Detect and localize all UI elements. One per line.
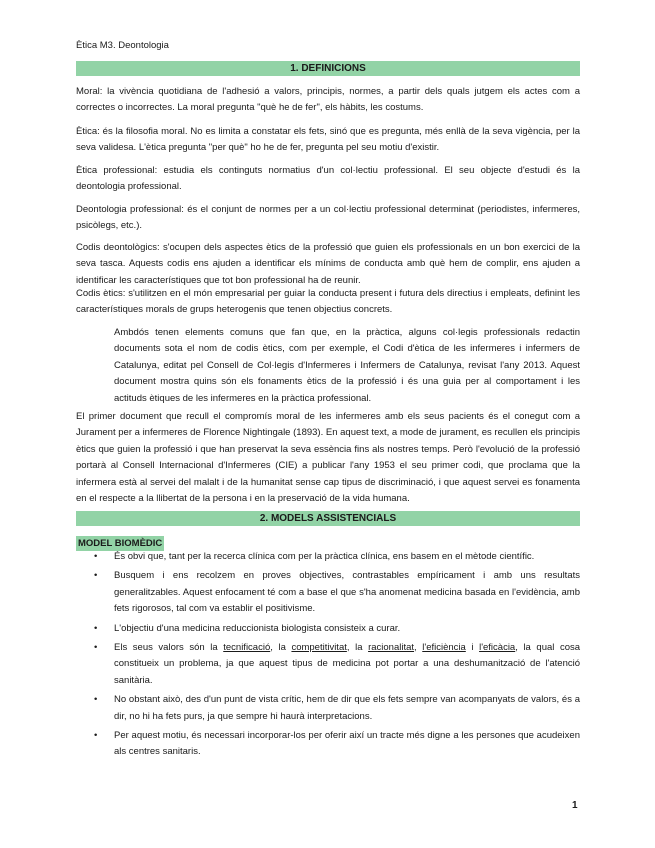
values-suffix: , la qual cosa constitueix un problema, ja que aquest tipus de medicina pot portar a una deshumanització de l'atenció sanitària. [114,642,581,686]
history-paragraph: El primer document que recull el compromís moral de les infermeres amb els seus pacients és el conegut com a Jurament per a infermeres de Florence Nightingale (1893). En aquest text, a mode de jurament, es recullen els principis ètics que guien la professió i que han preservat la seva essència fins als nostres temps. Però l'evolució de la professió portarà al Consell Internacional d'Infermeres (CIE) a publicar l'any 1953 el seu primer codi, que proclama que la infermera està al servei del malalt i de la humanitat sense cap tipus de discriminació, i que aquest servei es fonamenta en el respecte a la llibertat de la persona i en la preservació de la vida humana. [76,411,580,505]
bullet-icon: • [94,551,98,562]
list-item [76,640,580,689]
value-separator: , la [346,642,369,654]
definition-etica-professional: Ètica professional: estudia els continguts normatius d'un col·lectiu professional. El seu objecte d'estudi és la deontologia professional. [76,165,580,193]
value-term: l'eficàcia [479,642,516,654]
definition-codis-deontologics: Codis deontològics: s'ocupen dels aspectes ètics de la professió que guien els professionals en un bon exercici de la seva tasca. Aquests codis ens ajuden a identificar els mínims de conducta amb què hem de complir, ens ajuden a identificar les característiques que tot bon professional ha de reunir. [76,242,580,286]
list-item-text: Busquem i ens recolzem en proves objectives, contrastables empíricament i amb uns resultats generalitzables. Aquest enfocament té com a base el que s'ha anomenat medicina basada en l'evidència, amb fets rigorosos, tal com va establir el positivisme. [114,570,580,615]
list-item-text: No obstant això, des d'un punt de vista crític, hem de dir que els fets sempre van acompanyats de valors, és a dir, no hi ha fets purs, ja que sempre hi haurà interpretacions. [114,694,580,722]
values-prefix: Els seus valors són la [114,642,224,654]
bullet-icon: • [94,694,98,706]
value-separator: , [414,642,423,654]
bullet-icon: • [94,570,98,582]
list-item [76,692,580,725]
value-term: racionalitat [368,642,415,654]
value-separator: i [465,642,480,654]
definition-moral: Moral: la vivència quotidiana de l'adhesió a valors, principis, normes, a partir dels quals jutgem els actes com a correctes o incorrectes. La moral pregunta "què he de fer", els hàbits, les costums. [76,86,580,114]
indented-note: Ambdós tenen elements comuns que fan que, en la pràctica, alguns col·legis professionals redactin documents sota el nom de codis ètics, com per exemple, el Codi d'ètica de les infermeres i infermers de Catalunya, editat pel Consell de Col·legis d'Infermeres i Infermers de Catalunya, revisat l'any 2013. Aquest document mostra quins són els fonaments ètics de la professió i és una guia per al comportament i les actituds ètiques de les infermeres en la pràctica professional. [114,327,580,404]
model-biomedic-list [76,549,580,764]
page-number: 1 [572,800,578,811]
value-term: tecnificació [223,642,271,654]
list-item [76,549,580,565]
bullet-icon: • [94,622,98,634]
page-header: Ètica M3. Deontologia [76,40,169,51]
value-term: competitivitat [291,642,347,654]
bullet-icon: • [94,642,98,654]
definition-etica: Ètica: és la filosofia moral. No es limita a constatar els fets, sinó que es pregunta, més enllà de la seva vigència, per la seva validesa. L'ètica pregunta "per què" ho he de fer, pregunta pel seu motiu d'existir. [76,126,580,154]
definition-deontologia: Deontologia professional: és el conjunt de normes per a un col·lectiu professional determinat (periodistes, infermeres, psicòlegs, etc.). [76,204,580,232]
list-item [76,621,580,637]
list-item-text: L'objectiu d'una medicina reduccionista biologista consisteix a curar. [114,622,401,634]
list-item [76,728,580,761]
list-item [76,568,580,617]
definition-codis-etics: Codis ètics: s'utilitzen en el món empresarial per guiar la conducta present i futura dels directius i empleats, definint les característiques morals de grups heterogenis que tenen objectius concrets. [76,288,580,316]
list-item-text: Per aquest motiu, és necessari incorporar-los per oferir així un tracte més digne a les persones que acudeixen als centres sanitaris. [114,730,580,758]
section-title-models: 2. MODELS ASSISTENCIALS [76,511,580,526]
model-biomedic-heading: MODEL BIOMÈDIC [78,538,163,549]
section-title-definicions: 1. DEFINICIONS [76,61,580,76]
list-item-text: És obvi que, tant per la recerca clínica com per la pràctica clínica, ens basem en el mètode científic. [114,551,535,562]
value-separator: , la [270,642,292,654]
bullet-icon: • [94,730,98,742]
value-term: l'eficiència [422,642,466,654]
